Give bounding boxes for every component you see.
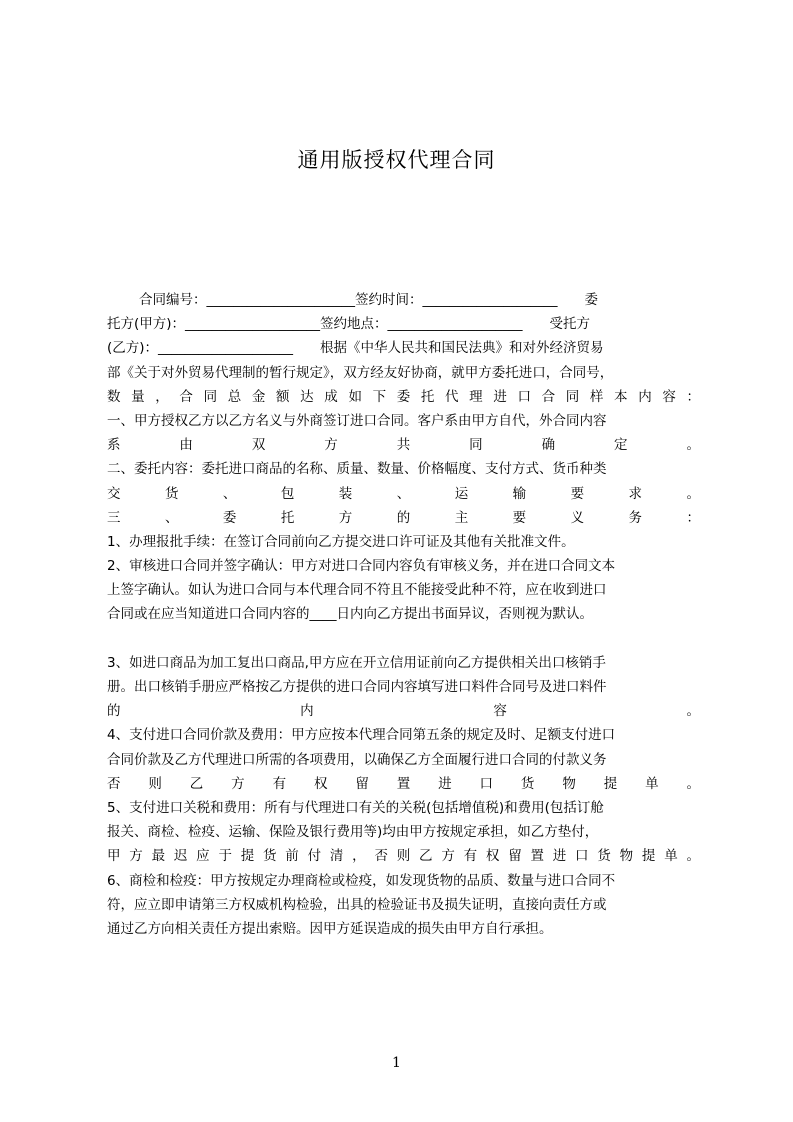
document-title: 通用版授权代理合同 [297, 148, 496, 172]
text-line: 托方(甲方)：____________________签约地点：____________________ 受托方 [107, 316, 591, 333]
text-line: 三、委托方的主要义务： [107, 509, 700, 526]
text-line: 合同价款及乙方代理进口所需的各项费用，以确保乙方全面履行进口合同的付款义务 [107, 751, 607, 768]
text-line: 报关、商检、检疫、运输、保险及银行费用等)均由甲方按规定承担，如乙方垫付， [107, 824, 599, 841]
text-line: 合同编号：______________________签约时间：____________________ 委 [139, 292, 598, 308]
text-line: 2、审核进口合同并签字确认：甲方对进口合同内容负有审核义务，并在进口合同文本 [107, 558, 616, 575]
text-line: 交货、包装、运输要求。 [107, 485, 700, 502]
text-line: 合同或在应当知道进口合同内容的____日内向乙方提出书面异议，否则视为默认。 [107, 606, 593, 623]
page-number: 1 [392, 1055, 401, 1071]
text-line: 二、委托内容：委托进口商品的名称、质量、数量、价格幅度、支付方式、货币种类 [107, 461, 607, 478]
text-line: 通过乙方向相关责任方提出索赔。因甲方延误造成的损失由甲方自行承担。 [107, 920, 553, 937]
text-line: 册。出口核销手册应严格按乙方提供的进口合同内容填写进口料件合同号及进口料件 [107, 679, 607, 695]
text-line: 上签字确认。如认为进口合同与本代理合同不符且不能接受此种不符，应在收到进口 [107, 582, 607, 599]
text-line: (乙方)：____________________ 根据《中华人民共和国民法典》和对外经济贸易 [107, 340, 604, 357]
text-line: 6、商检和检疫：甲方按规定办理商检或检疫，如发现货物的品质、数量与进口合同不 [107, 872, 616, 889]
text-line: 3、如进口商品为加工复出口商品,甲方应在开立信用证前向乙方提供相关出口核销手 [107, 654, 606, 671]
text-line: 4、支付进口合同价款及费用：甲方应按本代理合同第五条的规定及时、足额支付进口 [107, 727, 616, 744]
text-line: 系由双方共同确定。 [107, 437, 700, 454]
contract-body [107, 288, 700, 941]
text-line: 否则乙方有权留置进口货物提单。 [107, 775, 700, 792]
text-line: 符，应立即申请第三方权威机构检验，出具的检验证书及损失证明，直接向责任方或 [107, 896, 607, 913]
text-line: 数量，合同总金额达成如下委托代理进口合同样本内容： [107, 388, 700, 405]
text-line: 一、甲方授权乙方以乙方名义与外商签订进口合同。客户系由甲方自代，外合同内容 [107, 412, 607, 429]
text-line: 的内容。 [107, 703, 700, 720]
text-line: 部《关于对外贸易代理制的暂行规定》，双方经友好协商，就甲方委托进口，合同号， [107, 364, 614, 381]
text-line: 1、办理报批手续：在签订合同前向乙方提交进口许可证及其他有关批准文件。 [107, 533, 575, 550]
blank-line [107, 627, 700, 651]
text-line: 5、支付进口关税和费用：所有与代理进口有关的关税(包括增值税)和费用(包括订舱 [107, 799, 604, 816]
text-line: 甲方最迟应于提货前付清，否则乙方有权留置进口货物提单。 [107, 848, 700, 865]
